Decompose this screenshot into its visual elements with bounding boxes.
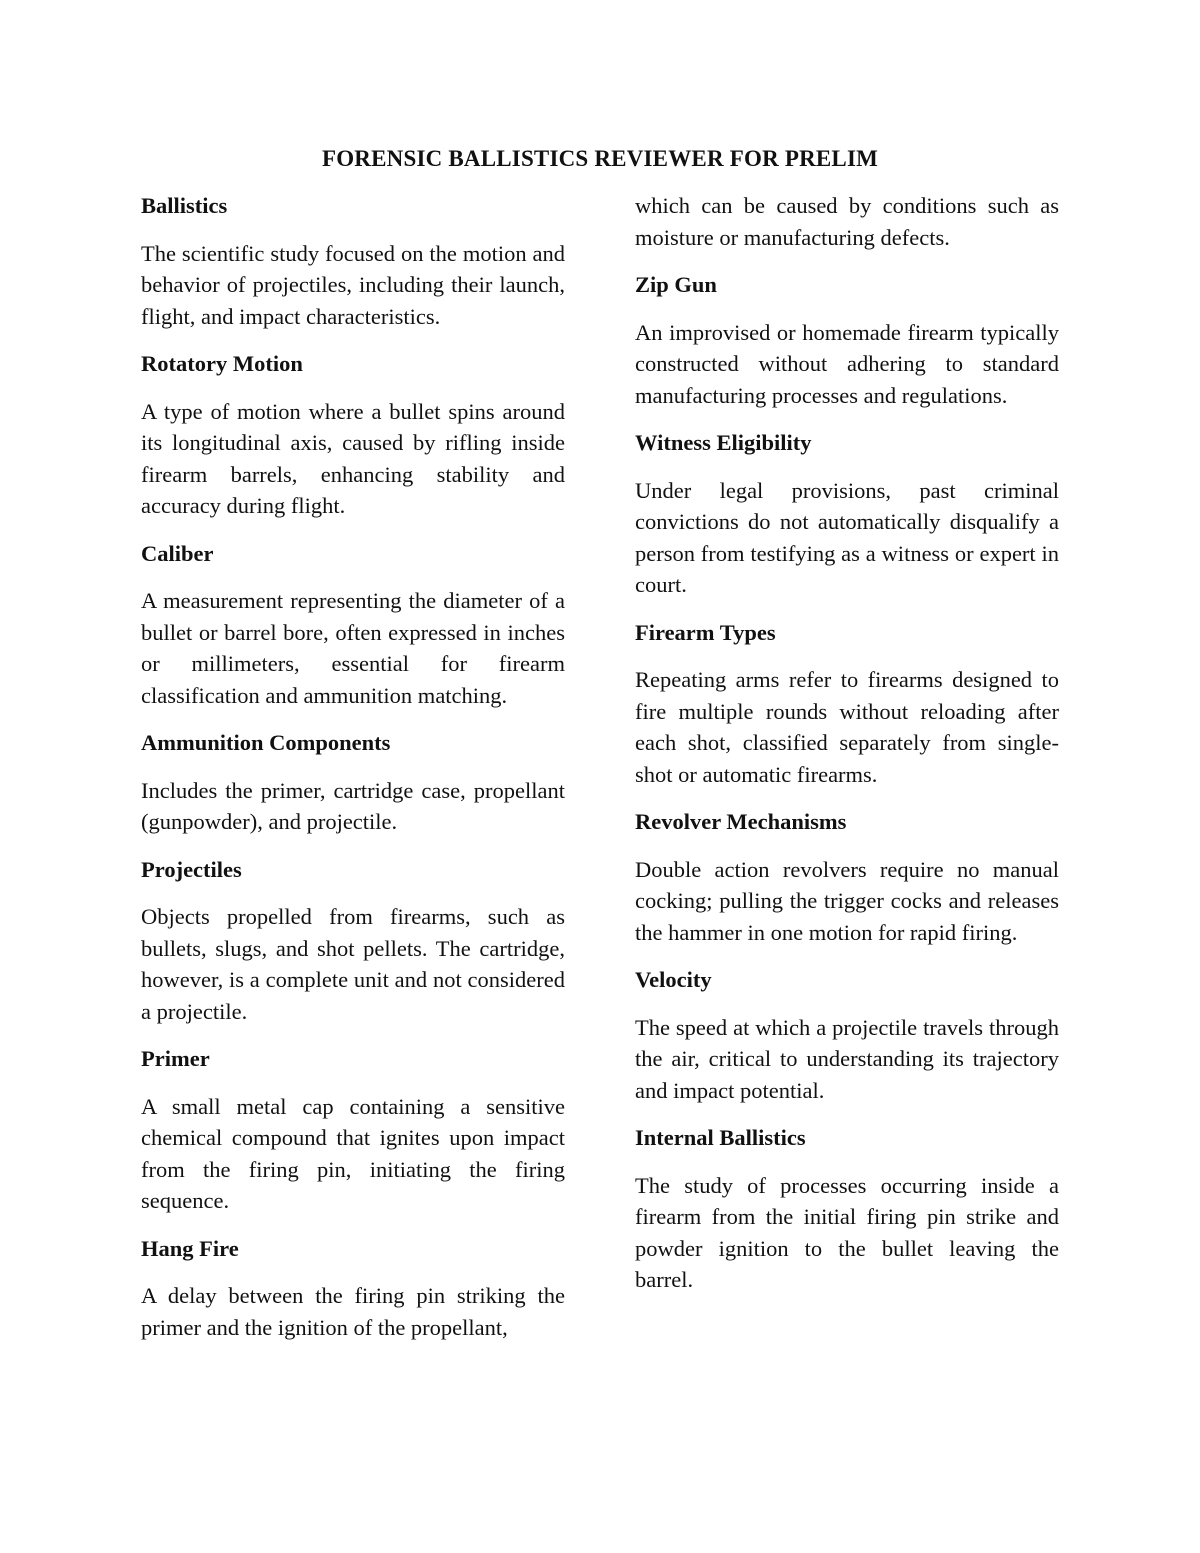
term-definition: Under legal provisions, past criminal convictions do not automatically disqualify a person from testifying as a witness or expert in court. (635, 477, 1059, 597)
term-heading: Ballistics (141, 193, 228, 218)
term-definition: A measurement representing the diameter of a bullet or barrel bore, often expressed in inches or millimeters, essential for firearm classification and ammunition matching. (141, 588, 565, 708)
left-column (141, 190, 565, 1359)
term-definition: Objects propelled from firearms, such as bullets, slugs, and shot pellets. The cartridge, however, is a complete unit and not considered a projectile. (141, 904, 565, 1024)
term-definition: Double action revolvers require no manual cocking; pulling the trigger cocks and releases the hammer in one motion for rapid firing. (635, 856, 1059, 945)
term-heading: Zip Gun (635, 272, 717, 297)
continued-definition: which can be caused by conditions such as moisture or manufacturing defects. (635, 193, 1059, 250)
term-heading: Primer (141, 1046, 210, 1071)
term-heading: Ammunition Components (141, 730, 391, 755)
term-heading: Revolver Mechanisms (635, 809, 847, 834)
term-definition: A delay between the firing pin striking the primer and the ignition of the propellant, (141, 1283, 565, 1340)
term-heading: Caliber (141, 540, 214, 566)
document-title: FORENSIC BALLISTICS REVIEWER FOR PRELIM (321, 146, 879, 171)
term-definition: Repeating arms refer to firearms designed to fire multiple rounds without reloading after each shot, classified separately from single-shot or automatic firearms. (635, 667, 1059, 787)
term-definition: The study of processes occurring inside a firearm from the initial firing pin strike and powder ignition to the bullet leaving the barrel. (635, 1172, 1059, 1292)
term-heading: Witness Eligibility (635, 430, 812, 455)
right-column (635, 190, 1059, 1312)
term-definition: A small metal cap containing a sensitive chemical compound that ignites upon impact from the firing pin, initiating the firing sequence. (141, 1093, 565, 1213)
term-heading: Velocity (635, 967, 712, 992)
term-heading: Firearm Types (635, 619, 776, 645)
term-definition: An improvised or homemade firearm typically constructed without adhering to standard manufacturing processes and regulations. (635, 319, 1059, 408)
term-heading: Rotatory Motion (141, 351, 303, 376)
term-definition: Includes the primer, cartridge case, propellant (gunpowder), and projectile. (141, 777, 565, 834)
term-heading: Internal Ballistics (635, 1125, 806, 1150)
term-definition: A type of motion where a bullet spins around its longitudinal axis, caused by rifling inside firearm barrels, enhancing stability and accuracy during flight. (141, 398, 565, 518)
term-heading: Hang Fire (141, 1235, 239, 1261)
term-definition: The scientific study focused on the motion and behavior of projectiles, including their launch, flight, and impact characteristics. (141, 240, 565, 329)
term-definition: The speed at which a projectile travels through the air, critical to understanding its trajectory and impact potential. (635, 1014, 1059, 1103)
term-heading: Projectiles (141, 856, 242, 882)
